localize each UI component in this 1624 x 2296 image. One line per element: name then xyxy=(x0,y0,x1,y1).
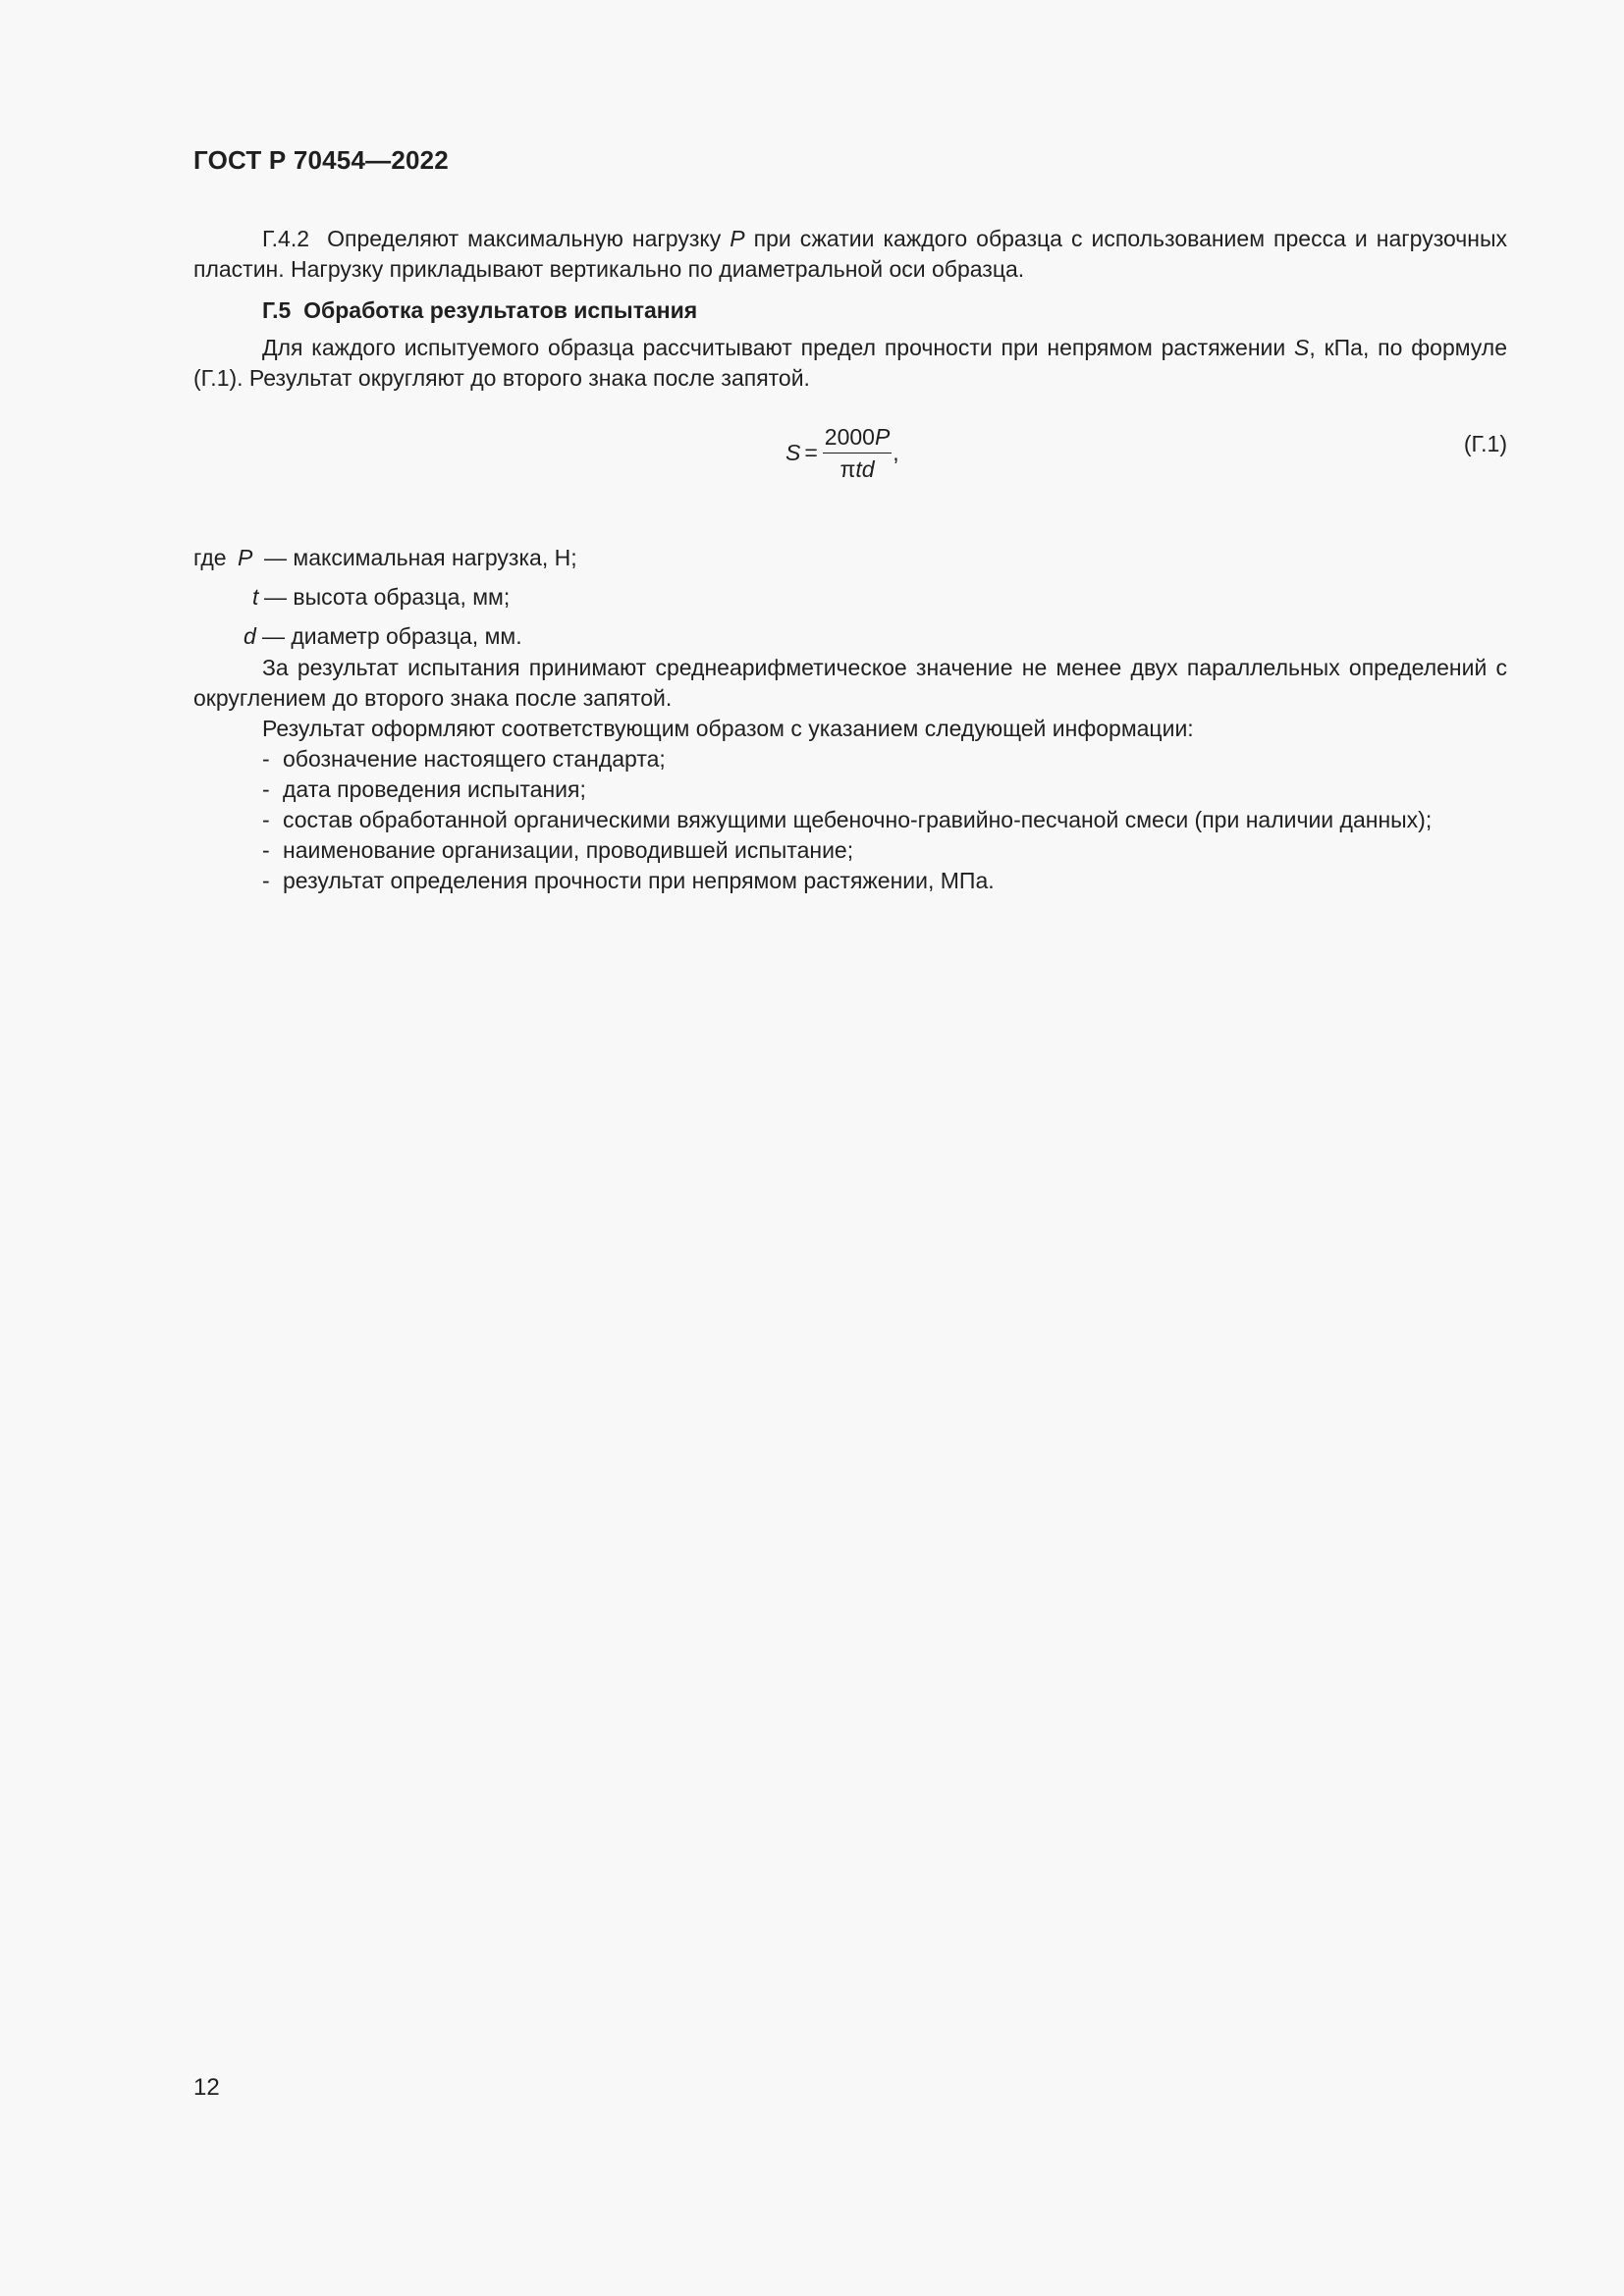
paragraph-result: За результат испытания принимают среднеарифметическое значение не менее двух параллельных определений с округлением до второго знака после запятой. xyxy=(193,655,1507,711)
where-symbol: P xyxy=(238,545,253,570)
list-dash: - xyxy=(262,746,270,772)
list-item-text: результат определения прочности при непрямом растяжении, МПа. xyxy=(283,868,995,893)
where-symbol: t xyxy=(252,584,259,610)
formula-fraction xyxy=(823,423,893,483)
symbol-s: S xyxy=(1294,335,1310,360)
list-dash: - xyxy=(262,807,270,832)
paragraph-text: при сжатии каждого образца с использованием пресса и нагрузочных пластин. Нагрузку прикладывают вертикально по диаметральной оси образца. xyxy=(193,226,1508,282)
paragraph-g42 xyxy=(193,224,1507,285)
formula-lhs: S xyxy=(785,440,801,465)
list-dash: - xyxy=(262,776,270,802)
numerator-constant: 2000 xyxy=(824,424,875,450)
where-row-d xyxy=(193,621,1507,653)
paragraph-calc xyxy=(193,333,1507,394)
list-item-text: обозначение настоящего стандарта; xyxy=(283,746,666,772)
list-item-text: состав обработанной органическими вяжущими щебеночно-гравийно-песчаной смеси (при наличии данных); xyxy=(283,807,1433,832)
formula xyxy=(785,423,899,483)
where-description: — максимальная нагрузка, Н; xyxy=(264,545,577,570)
page-number: 12 xyxy=(193,2074,220,2101)
denominator-variables: td xyxy=(855,456,875,482)
list-item xyxy=(193,744,1507,774)
list-item xyxy=(193,866,1507,896)
symbol-p: P xyxy=(730,226,745,251)
list-item-text: наименование организации, проводившей испытание; xyxy=(283,837,854,863)
numerator-variable: P xyxy=(874,424,891,450)
clause-number: Г.4.2 xyxy=(262,226,310,251)
paragraph-text: Для каждого испытуемого образца рассчитывают предел прочности при непрямом растяжении xyxy=(262,335,1286,360)
list-item xyxy=(193,774,1507,805)
list-dash: - xyxy=(262,868,270,893)
formula-equals: = xyxy=(804,440,818,465)
paragraph-text: Определяют максимальную нагрузку xyxy=(327,226,722,251)
list-item xyxy=(193,835,1507,866)
formula-denominator xyxy=(840,454,875,483)
where-row-p xyxy=(193,543,1507,582)
section-number: Г.5 xyxy=(262,297,292,323)
formula-number: (Г.1) xyxy=(1463,431,1507,456)
paragraph-format: Результат оформляют соответствующим образом с указанием следующей информации: xyxy=(262,716,1194,741)
where-description: — высота образца, мм; xyxy=(264,584,511,610)
where-symbol: d xyxy=(244,623,256,649)
formula-numerator xyxy=(823,423,893,454)
where-description: — диаметр образца, мм. xyxy=(262,623,522,649)
document-header: ГОСТ Р 70454—2022 xyxy=(193,145,449,175)
paragraph-text: , кПа, по формуле (Г.1). Результат округляют до второго знака после запятой. xyxy=(193,335,1508,391)
where-word: где xyxy=(193,545,227,570)
where-row-t xyxy=(193,582,1507,621)
formula-trailing: , xyxy=(893,440,899,465)
list-dash: - xyxy=(262,837,270,863)
section-heading xyxy=(262,295,1507,326)
denominator-pi: π xyxy=(839,456,856,482)
formula-block xyxy=(193,415,1507,509)
list-item xyxy=(193,805,1507,835)
list-item-text: дата проведения испытания; xyxy=(283,776,586,802)
section-title: Обработка результатов испытания xyxy=(303,297,698,323)
document-body xyxy=(193,224,1507,896)
